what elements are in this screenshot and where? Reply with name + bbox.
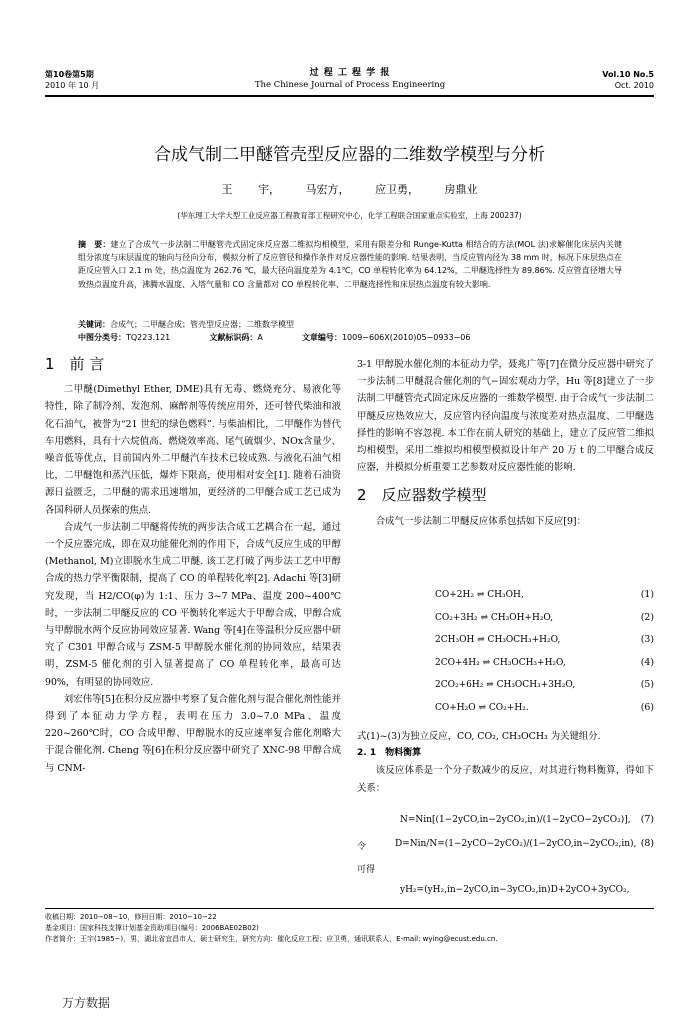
received-date: 收稿日期：2010−08−10，修回日期：2010−10−22 [45,913,217,921]
footnotes [45,912,654,945]
journal-title-cn: 过 程 工 程 学 报 [309,68,391,78]
abstract-label: 摘 要： [78,240,111,249]
reaction-equation: CO+H₂O ⇌ CO₂+H₂. [435,702,529,713]
paper-title: 合成气制二甲醚管壳型反应器的二维数学模型与分析 [154,145,545,165]
reaction-equation: CO+2H₂ ⇌ CH₃OH, [435,590,524,600]
article-number-label: 文章编号： [301,333,342,342]
reaction-equation-number: (3) [640,634,654,645]
date-en: Oct. 2010 [614,81,654,90]
classification-line [78,332,622,344]
section-1-title: 1 前 言 [45,355,105,373]
left-column [45,356,341,777]
reaction-equation: CO₂+3H₂ ⇌ CH₃OH+H₂O, [435,612,554,623]
left-paragraph-3: 刘宏伟等[5]在积分反应器中考察了复合催化剂与混合催化剂性能并得到了本征动力学方程，表明在压力 3.0~7.0 MPa、温度 220~260℃时，CO 合成甲醇、甲醇脱水的反应速率复合催化剂略大于混合催化剂. Cheng 等[6]在积分反应器中研究了 XNC-98 甲醇合成与 CNM- [45,693,341,774]
watermark-text: 万方数据 [62,996,111,1010]
author-info: 作者简介：王宇(1985−)，男，湖北省宜昌市人，硕士研究生，研究方向：催化反应工程；应卫勇，通讯联系人，E-mail: wying@ecust.edu.cn. [45,935,498,943]
date-cn: 2010 年 10 月 [45,81,100,90]
keywords-text: 合成气；二甲醚合成；管壳型反应器；二维数学模型 [110,320,294,329]
affiliation: (华东理工大学大型工业反应器工程教育部工程研究中心，化学工程联合国家重点实验室，上海 200237) [177,211,522,220]
authors: 王 宇， 马宏方， 应卫勇， 房鼎业 [221,183,478,196]
equation-8-number: (8) [640,838,654,849]
left-paragraph-2: 合成气一步法制二甲醚将传统的两步法合成工艺耦合在一起，通过一个反应器完成，即在双功能催化剂的作用下，合成气反应生成的甲醇(Methanol, M)立即脱水生成二甲醚. 该工艺打破了两步法工艺中甲醇合成的热力学平衡限制，提高了 CO 的单程转化率[2]. Adachi 等[3]研究发现，当 H2/CO(φ)为 1:1、压力 3~7 MPa、温度 200~400℃时，一步法制二甲醚反应的 CO 平衡转化率远大于甲醇合成，甲醇合成与甲醇脱水两个反应协同效应显著. Wang 等[4]在等温积分反应器中研究了 C301 甲醇合成与 ZSM-5 甲醇脱水催化剂的协同效应，结果表明，ZSM-5 催化剂的引入显著提高了 CO 单程转化率，最高可达 90%，有明显的协同效应. [45,521,341,688]
reaction-equation-number: (6) [640,701,654,713]
abstract-text: 建立了合成气一步法制二甲醚管壳式固定床反应器二维拟均相模型，采用有限差分和 Runge-Kutta 相结合的方法(MOL 法)求解催化床层内关键组分浓度与床层温度的轴向与径向分布，模拟分析了反应管径和操作条件对反应器性能的影响. 结果表明，当反应管内径为 38 mm 时，标况下床层热点在距反应管入口 2.1 m 处，热点温度为 262.76 ℃，最大径向温度差为 4.1℃，CO 单程转化率为 64.12%，二甲醚选择性为 89.86%. 反应管直径增大导致热点温度升高，沸腾水温度、入塔气量和 CO 含量都对 CO 单程转化率、二甲醚选择性和床层热点温度有较大影响. [78,240,623,289]
left-paragraph-1: 二甲醚(Dimethyl Ether, DME)具有无毒、燃烧充分、易液化等特性，除了制冷剂、发泡剂、麻醉剂等传统应用外，还可替代柴油和液化石油气，被誉为“21 世纪的绿色燃料”. 与柴油相比，二甲醚作为替代车用燃料，具有十六烷值高、燃烧效率高、尾气硫烟少、NOx含量少、噪音低等优点，目前国内外二甲醚汽车技术已较成熟. 与液化石油气相比，二甲醚饱和蒸汽压低，爆炸下限高，使用相对安全[1]. 随着石油资源日益匮乏，二甲醚的需求迅速增加，更经济的二甲醚合成工艺已成为各国科研人员探索的焦点. [45,384,341,516]
right-column [357,356,654,530]
kede-word: 可得 [357,865,376,875]
section-2-1-title: 2. 1 物料衡算 [357,748,422,759]
equation-9: yH₂=(yH₂,in−2yCO,in−3yCO₂,in)D+2yCO+3yCO₂, [400,885,630,895]
doc-code-label: 文献标识码： [209,333,258,342]
equation-7-number: (7) [640,814,654,825]
right-paragraph-3: 式(1)~(3)为独立反应，CO, CO₂, CH₃OCH₃ 为关键组分. [357,731,601,742]
section-2-title: 2 反应器数学模型 [357,486,487,505]
reaction-equation: 2CO+4H₂ ⇌ CH₃OCH₃+H₂O, [435,657,566,668]
reaction-equation: 2CO₂+6H₂ ⇌ CH₃OCH₃+3H₂O, [435,680,576,690]
volume-en: Vol.10 No.5 [602,70,654,79]
right-column-lower [357,728,654,797]
journal-title-en: The Chinese Journal of Process Engineering [254,80,446,90]
doc-code-value: A [257,333,263,342]
volume-cn: 第10卷第5期 [45,70,94,79]
ling-word: 令 [357,842,367,852]
footnote-rule [45,908,654,909]
equation-8: D=Nin/N=(1−2yCO−2yCO₂)/(1−2yCO,in−2yCO₂,in), [395,839,637,849]
keywords [78,319,622,331]
reaction-equation: 2CH₃OH ⇌ CH₃OCH₃+H₂O, [435,635,561,645]
clc-value: TQ223.121 [126,333,171,342]
fund-info: 基金项目：国家科技支撑计划基金资助项目(编号：2006BAE02B02) [45,924,259,932]
right-paragraph-4: 该反应体系是一个分子数减少的反应，对其进行物料衡算，得如下关系： [357,765,654,794]
keywords-label: 关键词： [78,320,110,329]
reaction-equation-number: (1) [640,589,654,600]
abstract [78,238,622,291]
reaction-equation-number: (4) [640,656,654,668]
right-paragraph-2: 合成气一步法制二甲醚反应体系包括如下反应[9]： [375,515,586,527]
reaction-equation-number: (5) [640,679,654,690]
clc-label: 中图分类号： [78,333,126,342]
article-number-value: 1009−606X(2010)05−0933−06 [341,333,471,342]
header-rule [45,95,654,97]
equation-7: N=Nin[(1−2yCO,in−2yCO₂,in)/(1−2yCO−2yCO₂)], [400,815,631,825]
right-paragraph-1: 3-1 甲醇脱水催化剂的本征动力学，聂兆广等[7]在微分反应器中研究了一步法制二甲醚混合催化剂的气−固宏观动力学，Hu 等[8]建立了一步法制二甲醚管壳式固定床反应器的一维数学模型. 由于合成气一步法制二甲醚反应热效应大，反应管内径向温度与浓度差对热点温度、二甲醚选择性的影响不容忽视. 本工作在前人研究的基础上，建立了反应管二维拟均相模型，采用二维拟均相模型模拟设计年产 20 万 t 的二甲醚合成反应器，并模拟分析重要工艺参数对反应器性能的影响. [357,359,654,474]
reaction-equation-number: (2) [640,611,654,623]
